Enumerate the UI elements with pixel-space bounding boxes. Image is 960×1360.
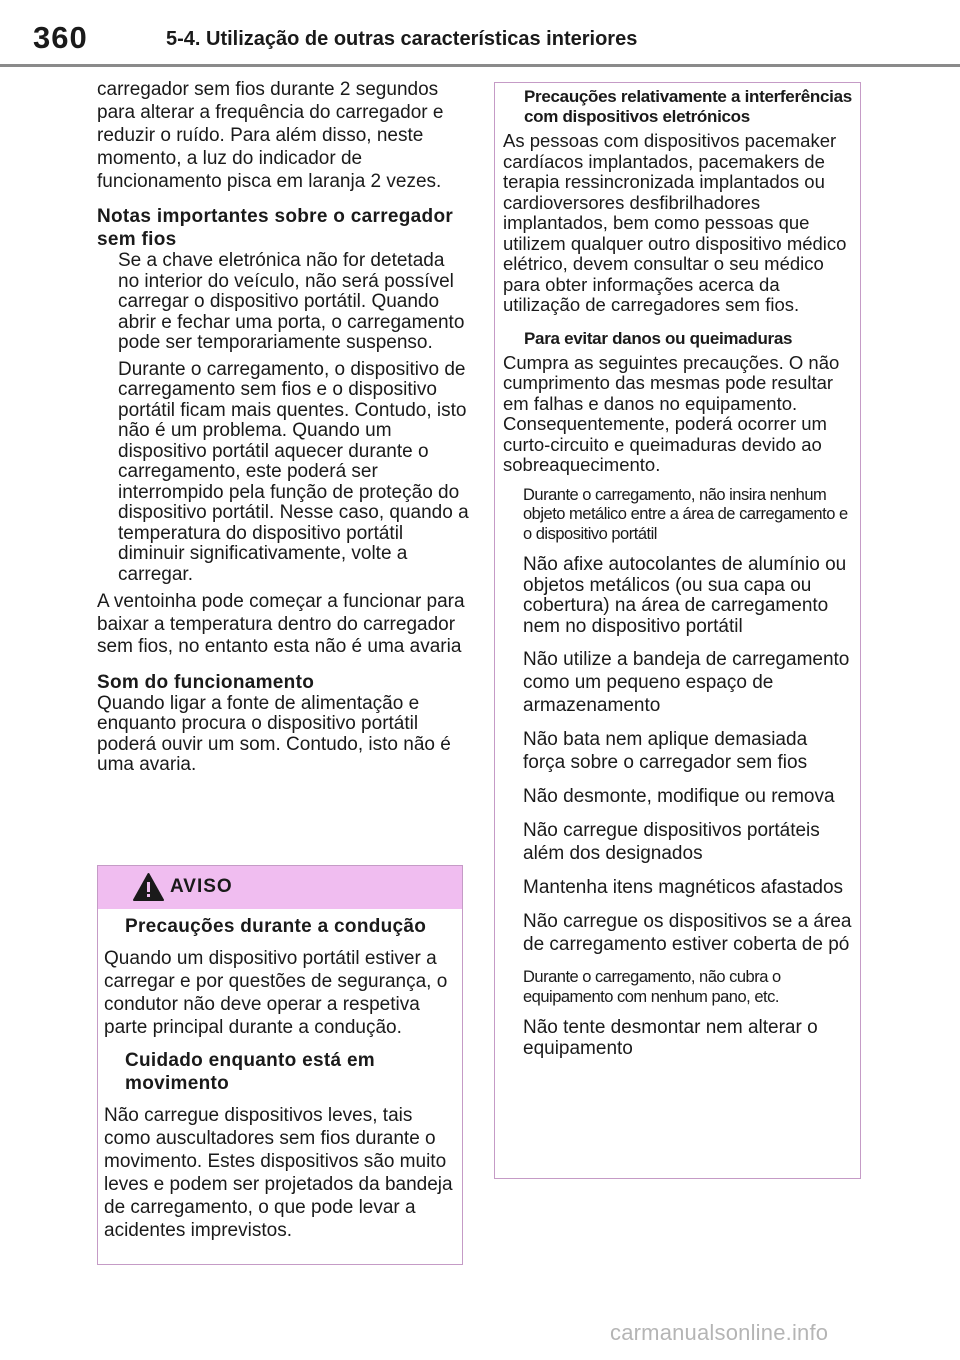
notes-paragraph-2: Durante o carregamento, o dispositivo de carregamento sem fios e o dispositivo portátil ficam mais quentes. Contudo, isto não é um problema. Quando um dispositivo portátil aquecer durante o carregamento, este poderá ser interrompido pela função de proteção do dispositivo portátil. Nesse caso, quando a temperatura do dispositivo portátil diminuir significativamente, volte a carregar. bbox=[118, 358, 469, 585]
sound-heading: Som do funcionamento bbox=[97, 671, 315, 693]
warning-body bbox=[98, 909, 462, 1242]
warning-text-1: Quando um dispositivo portátil estiver a carregar e por questões de segurança, o condutor não deve operar a respetiva parte principal durante a condução. bbox=[104, 948, 448, 1038]
damage-heading: Para evitar danos ou queimaduras bbox=[524, 328, 793, 348]
warning-heading-1: Precauções durante a condução bbox=[125, 916, 427, 937]
page-number: 360 bbox=[33, 20, 88, 55]
precaution-item: Durante o carregamento, não insira nenhum objeto metálico entre a área de carregamento e o dispositivo portátil bbox=[523, 485, 848, 543]
sound-paragraph: Quando ligar a fonte de alimentação e enquanto procura o dispositivo portátil poderá ouvir um som. Contudo, isto não é uma avaria. bbox=[97, 692, 451, 775]
damage-text: Cumpra as seguintes precauções. O não cumprimento das mesmas pode resultar em falhas e danos no equipamento. Consequentemente, poderá ocorrer um curto-circuito e queimaduras devido ao sobreaquecimento. bbox=[503, 351, 840, 475]
section-title: 5-4. Utilização de outras características interiores bbox=[166, 28, 638, 50]
notes-heading: Notas importantes sobre o carregador sem fios bbox=[97, 206, 454, 250]
precaution-item: Durante o carregamento, não cubra o equipamento com nenhum pano, etc. bbox=[523, 968, 781, 1006]
precaution-item: Não carregue dispositivos portáteis além dos designados bbox=[523, 820, 820, 864]
warning-label: AVISO bbox=[170, 876, 233, 897]
fan-paragraph: A ventoinha pode começar a funcionar para baixar a temperatura dentro do carregador sem fios, no entanto esta não é uma avaria bbox=[97, 591, 465, 657]
precaution-item: Não bata nem aplique demasiada força sobre o carregador sem fios bbox=[523, 729, 808, 773]
precaution-item: Não desmonte, modifique ou remova bbox=[523, 786, 835, 807]
precaution-item: Não afixe autocolantes de alumínio ou objetos metálicos (ou sua capa ou cobertura) na área de carregamento nem no dispositivo portátil bbox=[523, 554, 847, 637]
warning-heading-2: Cuidado enquanto está em movimento bbox=[125, 1050, 376, 1094]
header-divider bbox=[0, 64, 960, 67]
warning-triangle-icon bbox=[132, 872, 165, 902]
warning-text-2: Não carregue dispositivos leves, tais como auscultadores sem fios durante o movimento. Estes dispositivos são muito leves e podem ser projetados da bandeja de carregamento, o que pode levar a acidentes imprevistos. bbox=[104, 1105, 453, 1241]
left-column bbox=[97, 78, 469, 776]
warning-header bbox=[98, 866, 462, 909]
precaution-item: Mantenha itens magnéticos afastados bbox=[523, 877, 844, 898]
interference-text: As pessoas com dispositivos pacemaker cardíacos implantados, pacemakers de terapia ressincronizada implantados ou cardioversores desfibrilhadores implantados, bem como pessoas que utilizem qualquer outro dispositivo médico elétrico, devem consultar o seu médico para obter informações acerca da utilização de carregadores sem fios. bbox=[503, 130, 847, 315]
notes-paragraph-1: Se a chave eletrónica não for detetada no interior do veículo, não será possível carregar o dispositivo portátil. Quando abrir e fechar uma porta, o carregamento pode ser temporariamente suspenso. bbox=[118, 250, 465, 353]
precaution-item: Não tente desmontar nem alterar o equipamento bbox=[523, 1017, 818, 1059]
precaution-item: Não carregue os dispositivos se a área de carregamento estiver coberta de pó bbox=[523, 911, 852, 955]
precaution-item: Não utilize a bandeja de carregamento como um pequeno espaço de armazenamento bbox=[523, 649, 850, 716]
precautions-box bbox=[494, 82, 861, 1179]
intro-paragraph: carregador sem fios durante 2 segundos para alterar a frequência do carregador e reduzir o ruído. Para além disso, neste momento, a luz do indicador de funcionamento pisca em laranja 2 vezes. bbox=[97, 79, 444, 192]
watermark-text: carmanualsonline.info bbox=[610, 1320, 829, 1345]
interference-heading: Precauções relativamente a interferências com dispositivos eletrónicos bbox=[524, 87, 852, 126]
warning-box bbox=[97, 865, 463, 1265]
